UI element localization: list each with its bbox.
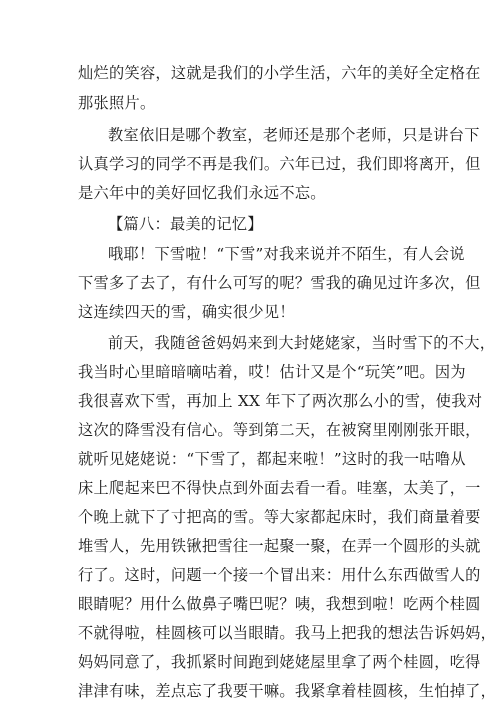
paragraph-line: 认真学习的同学不再是我们。六年已过，我们即将离开，但	[78, 155, 481, 173]
paragraph-line: 就听见姥姥说：“下雪了，都起来啦！”这时的我一咕噜从	[78, 450, 466, 468]
paragraph-line: 哦耶！下雪啦！“下雪”对我来说并不陌生，有人会说	[108, 245, 465, 263]
paragraph-line: 前天，我随爸爸妈妈来到大封姥姥家，当时雪下的不大，	[108, 334, 496, 352]
paragraph-line: 床上爬起来巴不得快点到外面去看一看。哇塞，太美了，一	[78, 479, 481, 497]
paragraph-line: 这次的降雪没有信心。等到第二天，在被窝里刚刚张开眼，	[78, 421, 481, 439]
paragraph-line: 不就得啦，桂圆核可以当眼睛。我马上把我的想法告诉妈妈，	[78, 624, 497, 642]
paragraph-line: 是六年中的美好回忆我们永远不忘。	[78, 184, 326, 202]
paragraph-line: 个晚上就下了寸把高的雪。等大家都起床时，我们商量着要	[78, 508, 481, 526]
paragraph-line: 津津有味，差点忘了我要干嘛。我紧拿着桂圆核，生怕掉了，	[78, 682, 497, 700]
paragraph-line: 那张照片。	[78, 94, 156, 112]
paragraph-line: 教室依旧是哪个教室，老师还是那个老师，只是讲台下	[108, 126, 480, 144]
paragraph-line: 灿烂的笑容，这就是我们的小学生活，六年的美好全定格在	[78, 64, 481, 82]
paragraph-line: 眼睛呢？用什么做鼻子嘴巴呢？咦，我想到啦！吃两个桂圆	[78, 595, 481, 613]
paragraph-line: 我很喜欢下雪，再加上 XX 年下了两次那么小的雪，使我对	[78, 392, 483, 410]
paragraph-line: 堆雪人，先用铁锹把雪往一起聚一聚，在弄一个圆形的头就	[78, 537, 481, 555]
paragraph-line: 妈妈同意了，我抓紧时间跑到姥姥屋里拿了两个桂圆，吃得	[78, 653, 481, 671]
paragraph-line: 行了。这时，问题一个接一个冒出来：用什么东西做雪人的	[78, 566, 481, 584]
section-heading: 【篇八：最美的记忆】	[108, 215, 263, 233]
paragraph-line: 下雪多了去了，有什么可写的呢？雪我的确见过许多次，但	[78, 274, 481, 292]
paragraph-line: 这连续四天的雪，确实很少见！	[78, 303, 295, 321]
paragraph-line: 我当时心里暗暗嘀咕着，哎！估计又是个“玩笑”吧。因为	[78, 363, 466, 381]
